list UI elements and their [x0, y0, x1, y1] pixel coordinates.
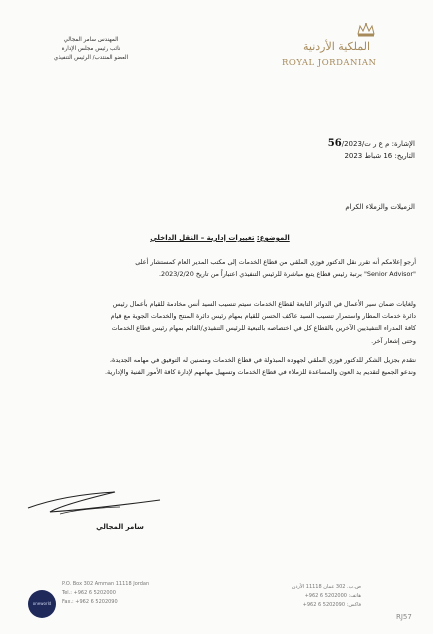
footer-line: P.O. Box 302 Amman 11118 Jordan [62, 581, 150, 587]
subject-line [110, 234, 330, 242]
footer-line: Fax.: +962 6 5202090 [62, 599, 118, 605]
subject-label: الموضوع: [256, 234, 290, 242]
sender-title-1: نائب رئيس مجلس الإدارة [61, 46, 121, 52]
paragraph-line: كافة المدراء التنفيذيين الآخرين بالقطاع كل في اختصاصه بالتبعية للرئيس التنفيذي/القائم بمهام رئيس قطاع الخدمات [111, 324, 416, 333]
letter-date: التاريخ: 16 شباط 2023 [344, 152, 415, 160]
company-name-english: ROYAL JORDANIAN [282, 58, 377, 68]
footer-line: فاكس: 5202090 6 962+ [302, 602, 361, 608]
company-name-arabic: الملكية الأردنية [302, 40, 370, 53]
footer-line: Tel.: +962 6 5202000 [62, 590, 116, 596]
oneworld-logo: oneworld [28, 590, 56, 618]
paragraph-1 [20, 256, 416, 280]
paragraph-2 [20, 298, 416, 347]
paragraph-line: "Senior Advisor" برتبة رئيس قطاع يتبع مباشرة للرئيس التنفيذي اعتباراً من تاريخ 2023/2/20. [159, 270, 416, 279]
paragraph-3 [20, 354, 416, 378]
sender-block [36, 36, 146, 63]
reference-line [328, 138, 415, 150]
paragraph-line: أرجو إعلامكم أنه تقرر نقل الدكتور فوزي الملقي من قطاع الخدمات إلى مكتب المدير العام كمستشار أعلى [135, 258, 416, 266]
footer-line: هاتف: 5202000 6 962+ [304, 593, 361, 599]
reference-block [328, 138, 415, 162]
greeting: الزميلات والزملاء الكرام [345, 203, 415, 211]
handwritten-signature [20, 470, 170, 530]
paragraph-line: نتقدم بجزيل الشكر للدكتور فوزي الملقي لجهوده المبذولة في قطاع الخدمات ومتمنين له التوفيق في مهامه الجديدة، [109, 356, 416, 364]
footer-address-arabic [292, 583, 361, 610]
paragraph-line: وندعو الجميع لتقديم يد العون والمساعدة للزملاء في قطاع الخدمات وتسهيل مهامهم لإدارة كافة الأمور الفنية والإدارية. [105, 368, 416, 377]
footer-line: ص.ب. 302 عمان 11118 الأردن [291, 584, 361, 590]
reference-label: الإشارة: م ع ر ت/ [361, 140, 415, 148]
reference-year: /2023 [341, 140, 362, 148]
signatory-name: سامر المجالي [96, 523, 144, 531]
paragraph-line: ولغايات ضمان سير الأعمال في الدوائر التابعة لقطاع الخدمات سيتم تنسيب السيد أنس مخادمة للقيام بأعمال رئيس [112, 300, 416, 308]
footer-address-english [62, 580, 149, 607]
paragraph-line: وحتى إشعار آخر. [371, 336, 416, 345]
crown-icon [356, 22, 376, 38]
page-code: RJ57 [396, 613, 412, 621]
sender-title-2: العضو المنتدب/ الرئيس التنفيذي [53, 55, 129, 61]
subject-text: تغييرات إدارية – النقل الداخلي [150, 234, 255, 242]
paragraph-line: دائرة خدمات المطار واستمرار تنسيب السيد عاكف الحسن للقيام بمهام رئيس دائرة المنتج والخدمات الجوية مع قيام [110, 312, 416, 321]
reference-number: 56 [327, 138, 342, 149]
sender-name: المهندس سامر المجالي [63, 37, 119, 43]
